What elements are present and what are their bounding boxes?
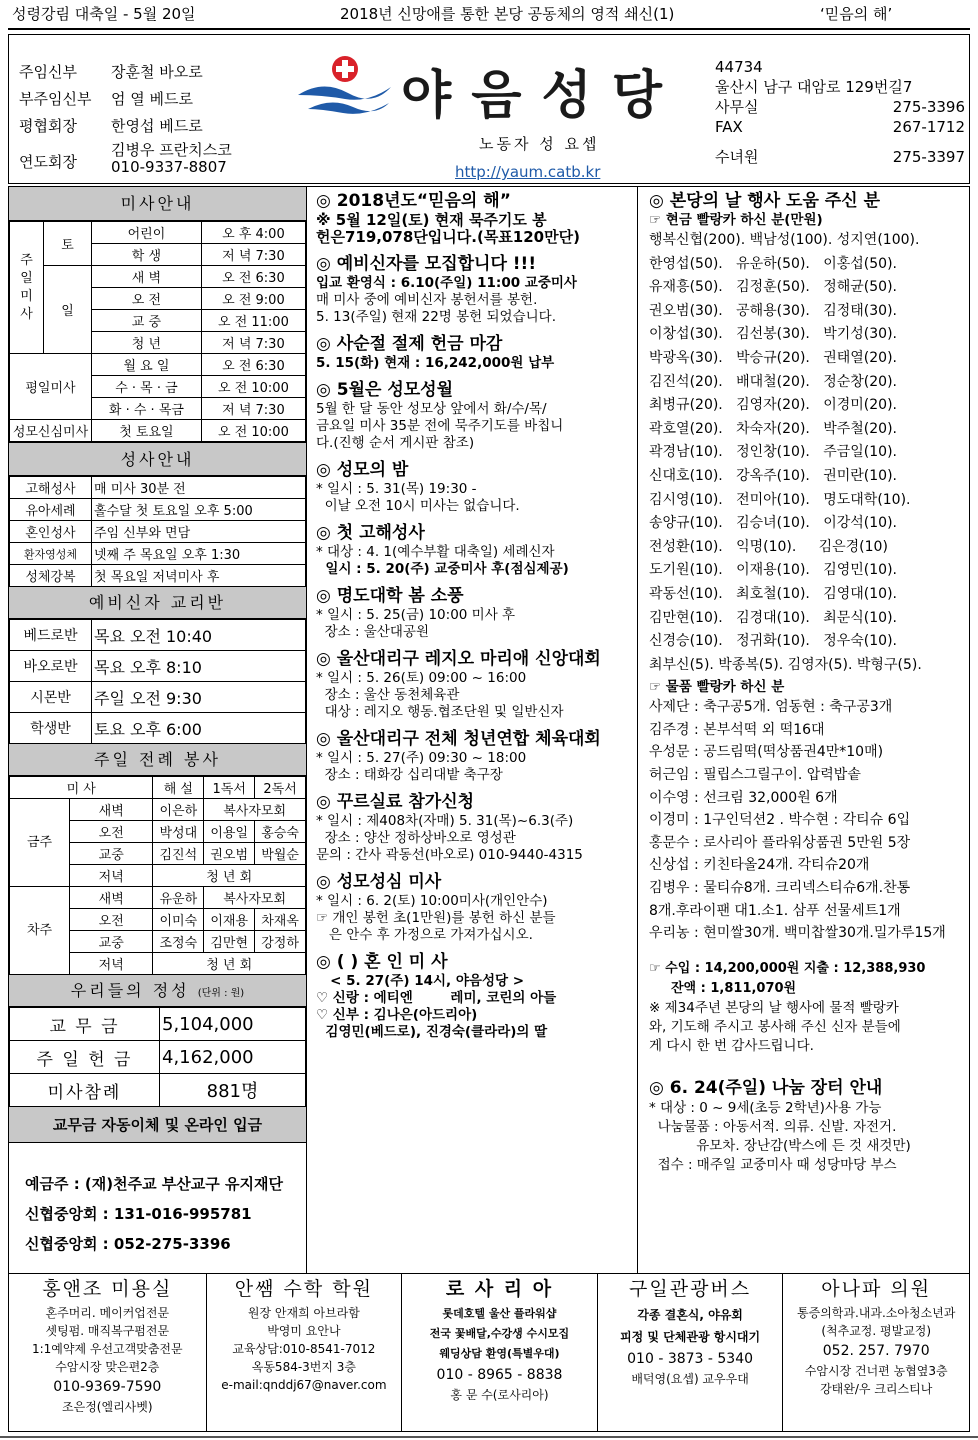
notice-heading: ◎ 사순절 절제 헌금 마감 <box>316 334 503 354</box>
text-line: 이경미 : 1구인덕션2 . 박수현 : 각티슈 6입 <box>649 812 911 829</box>
patron-saint: 노동자 성 요셉 <box>479 135 600 153</box>
text-line: 송양규(10). 김승녀(10). 이강석(10). <box>649 515 897 532</box>
liturgy-cell: 이미숙 <box>153 909 204 931</box>
liturgy-cell: 청 년 회 <box>153 865 306 887</box>
sacrament-time: 홀수달 첫 토요일 오후 5:00 <box>92 499 306 521</box>
ad-title: 홍앤조 미용실 <box>42 1278 173 1300</box>
sacrament-time: 첫 목요일 저녁미사 후 <box>92 565 306 587</box>
text-line: 홍문수 : 로사리아 플라워상품권 5만원 5장 <box>649 834 911 851</box>
notice-heading: ◎ 예비신자를 모집합니다 !!! <box>316 254 537 274</box>
mass-time: 오 전 11:00 <box>201 310 305 332</box>
notice-line: * 일시 : 5. 27(주) 09:30 ~ 18:00 <box>316 750 527 766</box>
notice-line: 은 안수 후 가정으로 가져가십시오. <box>316 927 533 943</box>
text-line: 우성문 : 공드림떡(떡상품권4만*10매) <box>649 744 884 761</box>
ad-line: 1:1예약제 우선고객맞춤전문 <box>31 1342 183 1356</box>
left-column <box>9 187 307 1273</box>
liturgy-cell: 조정숙 <box>153 931 204 953</box>
ad-line: 전국 꽃배달,수강생 수시모집 <box>429 1327 570 1340</box>
liturgy-cell: 청 년 회 <box>153 953 306 975</box>
notice-line: 장소 : 울산 동천체육관 <box>316 687 460 703</box>
notice-line: 매 미사 중에 예비신자 봉헌서를 봉헌. <box>316 292 538 308</box>
main-columns <box>8 186 970 1274</box>
liturgy-cell: 유운하 <box>153 887 204 909</box>
feast-label: 성령강림 대축일 - 5월 20일 <box>12 5 196 23</box>
notice-item <box>316 586 631 641</box>
text-line: 와, 기도해 주시고 봉사해 주신 신자 분들에 <box>649 1018 901 1035</box>
liturgy-cell: 박월순 <box>255 843 306 865</box>
mass-table <box>9 221 306 442</box>
class-time: 목요 오전 10:40 <box>92 620 306 651</box>
sacrament-name: 유아세례 <box>10 499 92 521</box>
liturgy-mass: 저녁 <box>70 865 153 887</box>
liturgy-cell: 김진석 <box>153 843 204 865</box>
ad-line: 원장 안재희 아브라함 <box>247 1306 360 1320</box>
liturgy-col-header: 해 설 <box>153 777 204 799</box>
sacrament-name: 환자영성체 <box>10 543 92 565</box>
mass-name: 학 생 <box>92 244 202 266</box>
ad-line: 각종 결혼식, 야유회 <box>637 1308 743 1322</box>
mass-name: 새 벽 <box>92 266 202 288</box>
right-column <box>639 187 969 1273</box>
goods-donors-heading: ☞ 물품 빨랑카 하신 분 <box>649 679 785 696</box>
ad-box <box>598 1274 784 1431</box>
notice-heading: ◎ 성모성심 미사 <box>316 872 442 892</box>
notice-line: 헌은719,078단입니다.(목표120만단) <box>316 228 580 246</box>
notice-heading: ◎ 울산대리구 전체 청년연합 체육대회 <box>316 729 601 749</box>
leaders-list <box>19 61 232 176</box>
bottom-rule <box>0 1436 978 1438</box>
market-heading: ◎ 6. 24(주일) 나눔 장터 안내 <box>649 1077 883 1098</box>
cash-donors-list <box>649 229 963 677</box>
sacrament-time: 주임 신부와 면담 <box>92 521 306 543</box>
notice-line: * 일시 : 5. 26(토) 09:00 ~ 16:00 <box>316 670 527 686</box>
notice-line: 대상 : 레지오 행동.협조단원 및 일반신자 <box>316 704 564 720</box>
ad-title: 로 사 리 아 <box>445 1278 554 1300</box>
notice-line: 입교 환영식 : 6.10(주일) 11:00 교중미사 <box>316 275 577 291</box>
offering-heading: 우리들의 정성 (단위 : 원) <box>9 975 306 1007</box>
notice-line: 5월 한 달 동안 성모상 앞에서 화/수/목/ <box>316 401 547 417</box>
class-name: 베드로반 <box>10 620 92 651</box>
ad-line: (척추교정. 평발교정) <box>821 1324 932 1338</box>
notice-item <box>316 729 631 784</box>
top-bar <box>0 0 978 24</box>
notice-line: 장소 : 태화강 십리대밭 축구장 <box>316 767 503 783</box>
leader-row: 주임신부 장훈철 바오로 <box>19 63 203 81</box>
liturgy-heading: 주일 전례 봉사 <box>9 744 306 776</box>
notice-line: * 일시 : 제408차(자매) 5. 31(목)~6.3(주) <box>316 813 574 829</box>
notice-item <box>316 872 631 944</box>
notice-line: ☞ 개인 봉헌 초(1만원)를 봉헌 하신 분들 <box>316 910 556 926</box>
text-line: 최병규(20). 김영자(20). 이경미(20). <box>649 397 897 414</box>
notice-line: * 일시 : 5. 25(금) 10:00 미사 후 <box>316 607 516 623</box>
ad-title: 안쌤 수학 학원 <box>234 1278 373 1300</box>
ad-box <box>9 1274 207 1431</box>
notice-line: * 대상 : 4. 1(예수부활 대축일) 세례신자 <box>316 544 555 560</box>
text-line: 한영섭(50). 유운하(50). 이홍섭(50). <box>649 255 897 272</box>
class-time: 목요 오후 8:10 <box>92 651 306 682</box>
ad-line: 박영미 요안나 <box>267 1324 341 1338</box>
notice-heading: ◎ ( ) 혼 인 미 사 <box>316 952 448 972</box>
auto-transfer-heading: 교무금 자동이체 및 온라인 입금 <box>9 1107 306 1143</box>
leader-row: 부주임신부 엄 열 베드로 <box>19 90 193 108</box>
sacrament-time: 매 미사 30분 전 <box>92 477 306 499</box>
parish-name: 야음성당 <box>401 66 682 126</box>
cash-donors-heading: ☞ 현금 빨랑카 하신 분(만원) <box>649 212 823 228</box>
header <box>8 34 970 184</box>
sacrament-name: 성체강복 <box>10 565 92 587</box>
day-cell: 일 <box>44 266 92 354</box>
notice-item <box>316 254 631 326</box>
sacrament-name: 고해성사 <box>10 477 92 499</box>
account-1: 신협중앙회 : 131-016-995781 <box>25 1205 252 1223</box>
liturgy-cell: 이재용 <box>204 909 255 931</box>
notice-item <box>316 460 631 515</box>
notice-item <box>316 380 631 452</box>
zip-code: 44734 <box>715 58 763 76</box>
mass-name: 교 중 <box>92 310 202 332</box>
text-line: 행복신협(200). 백남성(100). 성지연(100). <box>649 232 920 248</box>
notice-line: 문의 : 간사 곽동선(바오로) 010-9440-4315 <box>316 847 583 863</box>
mass-name: 월 요 일 <box>92 354 202 376</box>
liturgy-col-header: 미 사 <box>10 777 153 799</box>
text-line: * 대상 : 0 ~ 9세(초등 2학년)사용 가능 <box>649 1099 882 1116</box>
text-line: 8개.후라이팬 대1.소1. 삼푸 선물세트1개 <box>649 902 901 919</box>
convent-row: 수녀원 275-3397 <box>715 148 965 166</box>
notice-line: ♡ 신부 : 김나은(아드리아) <box>316 1007 478 1023</box>
liturgy-cell: 복사자모회 <box>204 799 306 821</box>
text-line: 나눔물품 : 아동서적. 의류. 신발. 자전거. <box>649 1118 897 1135</box>
top-rule <box>8 28 970 30</box>
offering-label: 미사참례 <box>10 1074 160 1107</box>
account-holder: 예금주 : (재)천주교 부산교구 유지재단 <box>25 1175 283 1193</box>
year-label: ‘믿음의 해’ <box>820 5 893 23</box>
ad-line: 웨딩상담 환영(특별우대) <box>439 1347 560 1360</box>
bank-accounts <box>9 1143 306 1259</box>
text-line: 접수 : 매주일 교중미사 때 성당마당 부스 <box>649 1156 897 1173</box>
notice-item <box>316 334 631 372</box>
notice-heading: ◎ 꾸르실료 참가신청 <box>316 792 475 812</box>
offering-label: 교 무 금 <box>10 1008 160 1041</box>
catechumen-table <box>9 619 306 744</box>
notice-item <box>316 649 631 721</box>
notice-item <box>316 191 631 246</box>
ad-line: 피정 및 단체관광 항시대기 <box>620 1330 761 1344</box>
this-week-label: 금주 <box>10 799 70 887</box>
mass-name: 오 전 <box>92 288 202 310</box>
text-line: 김만현(10). 김경대(10). 최문식(10). <box>649 609 897 626</box>
mass-time: 오 전 9:00 <box>201 288 305 310</box>
text-line: 최부신(5). 박종복(5). 김영자(5). 박형구(5). <box>649 656 922 673</box>
parish-logo-icon <box>293 53 393 123</box>
text-line: 곽동선(10). 최호철(10). 김영대(10). <box>649 585 897 602</box>
ad-line: 교육상담:010-8541-7012 <box>232 1342 376 1356</box>
text-line: 김주경 : 본부석떡 외 떡16대 <box>649 721 825 738</box>
liturgy-cell: 권오범 <box>204 843 255 865</box>
text-line: 이창섭(30). 김선봉(30). 박기성(30). <box>649 326 897 343</box>
liturgy-cell: 이은하 <box>153 799 204 821</box>
sacrament-table <box>9 476 306 587</box>
mass-heading: 미사안내 <box>9 187 306 221</box>
notice-heading: ◎ 5월은 성모성월 <box>316 380 454 400</box>
address: 울산시 남구 대암로 129번길7 <box>715 78 913 96</box>
class-name: 시몬반 <box>10 682 92 713</box>
middle-column <box>308 187 638 1273</box>
ad-title: 구일관광버스 <box>629 1278 752 1300</box>
office-row: 사무실 275-3396 <box>715 98 965 116</box>
text-line: 유모차. 장난감(박스에 든 것 새것만) <box>649 1137 911 1154</box>
liturgy-cell: 이용일 <box>204 821 255 843</box>
liturgy-cell: 복사자모회 <box>204 887 306 909</box>
sunday-mass-label: 주 일 미 사 <box>10 222 44 354</box>
ad-title: 아나파 의원 <box>821 1278 932 1300</box>
sacrament-heading: 성사안내 <box>9 442 306 476</box>
fax-row: FAX 267-1712 <box>715 118 965 136</box>
leader-row: 평협회장 한영섭 베드로 <box>19 117 203 135</box>
sacrament-time: 넷째 주 목요일 오후 1:30 <box>92 543 306 565</box>
liturgy-mass: 새벽 <box>70 799 153 821</box>
class-name: 학생반 <box>10 713 92 744</box>
text-line: 권오범(30). 공해용(30). 김정태(30). <box>649 302 897 319</box>
mass-time: 오 전 6:30 <box>201 354 305 376</box>
notice-line: 장소 : 양산 정하상바오로 영성관 <box>316 830 516 846</box>
notice-line: 금요일 미사 35분 전에 묵주기도를 바칩니 <box>316 418 564 434</box>
ad-line: 롯데호텔 울산 플라워샵 <box>442 1307 557 1320</box>
liturgy-cell: 강정하 <box>255 931 306 953</box>
text-line: 사제단 : 축구공5개. 엄동현 : 축구공3개 <box>649 699 893 716</box>
notice-heading: ◎ 명도대학 봄 소풍 <box>316 586 464 606</box>
liturgy-mass: 오전 <box>70 821 153 843</box>
notice-item <box>316 523 631 578</box>
sacrament-name: 혼인성사 <box>10 521 92 543</box>
text-line: 김진석(20). 배대철(20). 정순창(20). <box>649 373 897 390</box>
ad-line: 010 - 8965 - 8838 <box>436 1367 563 1383</box>
ad-line: 통증의학과.내과.소아청소년과 <box>797 1306 956 1320</box>
mass-time: 오 전 10:00 <box>201 376 305 398</box>
text-line: ※ 제34주년 본당의 날 행사에 물적 빨랑카 <box>649 999 899 1016</box>
catechumen-heading: 예비신자 교리반 <box>9 587 306 619</box>
ad-line: 010 - 3873 - 5340 <box>627 1351 754 1367</box>
ad-line: 수암시장 맞은편2층 <box>55 1360 160 1374</box>
next-week-label: 차주 <box>10 887 70 975</box>
ad-line: 홍 문 수(로사리아) <box>450 1388 549 1402</box>
theme-label: 2018년 신망애를 통한 본당 공동체의 영적 쇄신(1) <box>340 5 675 23</box>
liturgy-mass: 저녁 <box>70 953 153 975</box>
notice-line: 5. 13(주일) 현재 22명 봉헌 되었습니다. <box>316 309 557 325</box>
text-line: 김시영(10). 전미아(10). 명도대학(10). <box>649 491 911 508</box>
mass-time: 저 녁 7:30 <box>201 398 305 420</box>
text-line: 이수영 : 선크림 32,000원 6개 <box>649 789 838 806</box>
liturgy-mass: 교중 <box>70 843 153 865</box>
liturgy-cell: 박성대 <box>153 821 204 843</box>
thanks-note <box>649 999 963 1056</box>
goods-donors-list <box>649 696 963 945</box>
liturgy-cell: 차재옥 <box>255 909 306 931</box>
liturgy-col-header: 2독서 <box>255 777 306 799</box>
class-name: 바오로반 <box>10 651 92 682</box>
ad-line: 옥동584-3번지 3층 <box>251 1360 357 1374</box>
ad-box <box>402 1274 598 1431</box>
class-time: 토요 오후 6:00 <box>92 713 306 744</box>
offering-label: 주 일 헌 금 <box>10 1041 160 1074</box>
text-line: 도기원(10). 이재용(10). 김영민(10). <box>649 562 897 579</box>
ad-line: 배덕영(요셉) 교우우대 <box>631 1372 749 1386</box>
account-2: 신협중앙회 : 052-275-3396 <box>25 1235 231 1253</box>
ad-line: 셋팅펌. 매직복구펌전문 <box>45 1324 170 1338</box>
notice-heading: ◎ 2018년도“믿음의 해” <box>316 191 511 211</box>
leader-row: 연도회장 김병우 프란치스코 010-9337-8807 <box>19 141 232 176</box>
offering-table <box>9 1007 306 1107</box>
notice-line: 다.(진행 순서 게시판 참조) <box>316 435 475 451</box>
text-line: 곽경남(10). 정인창(10). 주금일(10). <box>649 444 897 461</box>
mass-time: 오 후 4:00 <box>201 222 305 244</box>
liturgy-cell: 김만현 <box>204 931 255 953</box>
notice-line: * 일시 : 6. 2(토) 10:00미사(개인안수) <box>316 893 548 909</box>
mass-time: 오 전 6:30 <box>201 266 305 288</box>
ad-line: 강태완/우 크리스티나 <box>820 1382 933 1396</box>
mass-time: 저 녁 7:30 <box>201 244 305 266</box>
notice-heading: ◎ 성모의 밤 <box>316 460 409 480</box>
text-line: 곽호열(20). 차숙자(20). 박주철(20). <box>649 420 897 437</box>
text-line: 게 다시 한 번 감사드립니다. <box>649 1037 814 1054</box>
ad-box <box>207 1274 403 1431</box>
notice-line: 장소 : 울산대공원 <box>316 624 430 640</box>
ad-line: e-mail:qnddj67@naver.com <box>221 1378 387 1392</box>
ads-footer <box>8 1274 970 1432</box>
notice-item <box>316 792 631 864</box>
notice-item <box>316 952 631 1041</box>
notice-heading: ◎ 첫 고해성사 <box>316 523 425 543</box>
notice-line: ♡ 신랑 : 에티엔 레미, 코린의 아들 <box>316 990 557 1006</box>
mass-name: 수 · 목 · 금 <box>92 376 202 398</box>
liturgy-table <box>9 776 306 975</box>
liturgy-mass: 교중 <box>70 931 153 953</box>
day-cell: 토 <box>44 222 92 266</box>
notice-line: 일시 : 5. 20(주) 교중미사 후(점심제공) <box>316 561 569 577</box>
notice-line: < 5. 27(주) 14시, 야음성당 > <box>316 973 525 989</box>
income-expense: ☞ 수입 : 14,200,000원 지출 : 12,388,930 <box>649 960 926 976</box>
liturgy-col-header: 1독서 <box>204 777 255 799</box>
festival-thanks-heading: ◎ 본당의 날 행사 도움 주신 분 <box>649 191 880 211</box>
parish-url-link[interactable]: http://yaum.catb.kr <box>455 163 601 181</box>
ad-line: 조은정(엘리사벳) <box>62 1400 153 1414</box>
contact-block <box>715 57 965 167</box>
ad-line: 052. 257. 7970 <box>822 1343 930 1359</box>
text-line: 신대호(10). 강옥주(10). 권미란(10). <box>649 467 897 484</box>
text-line: 김병우 : 물티슈8개. 크리넥스티슈6개.찬통 <box>649 880 911 897</box>
text-line: 신경승(10). 정귀화(10). 정우숙(10). <box>649 633 897 650</box>
offering-value: 881명 <box>160 1074 306 1107</box>
mass-time: 오 전 10:00 <box>201 420 305 442</box>
ad-line: 혼주머리. 메이커업전문 <box>45 1306 170 1320</box>
notice-line: 5. 15(화) 현재 : 16,242,000원 납부 <box>316 355 555 371</box>
mass-name: 첫 토요일 <box>92 420 202 442</box>
mass-name: 어린이 <box>92 222 202 244</box>
text-line: 박광옥(30). 박승규(20). 권태열(20). <box>649 349 897 366</box>
liturgy-cell: 홍승숙 <box>255 821 306 843</box>
notice-line: ※ 5월 12일(토) 현재 묵주기도 봉 <box>316 211 547 229</box>
mass-name: 화 · 수 · 목금 <box>92 398 202 420</box>
text-line: 신상섭 : 키친타올24개. 각티슈20개 <box>649 857 870 874</box>
notice-line: 이날 오전 10시 미사는 없습니다. <box>316 498 520 514</box>
text-line: 우리농 : 현미쌀30개. 백미찹쌀30개.밀가루15개 <box>649 925 946 942</box>
notice-line: 김영민(베드로), 진경숙(클라라)의 딸 <box>316 1024 548 1040</box>
offering-value: 4,162,000 <box>160 1041 306 1074</box>
text-line: 전성환(10). 익명(10). 김은경(10) <box>649 538 888 555</box>
ad-line: 수암시장 건너편 농협옆3층 <box>804 1364 948 1378</box>
notice-heading: ◎ 울산대리구 레지오 마리애 신앙대회 <box>316 649 601 669</box>
notice-line: * 일시 : 5. 31(목) 19:30 - <box>316 481 477 497</box>
market-details <box>649 1099 963 1175</box>
devotion-mass-label: 성모신심미사 <box>10 420 92 442</box>
text-line: 유재흥(50). 김정훈(50). 정해균(50). <box>649 279 897 296</box>
class-time: 주일 오전 9:30 <box>92 682 306 713</box>
weekday-mass-label: 평일미사 <box>10 354 92 420</box>
mass-name: 청 년 <box>92 332 202 354</box>
text-line: 허근임 : 필립스그릴구이. 압력밥솥 <box>649 767 861 784</box>
liturgy-mass: 새벽 <box>70 887 153 909</box>
liturgy-mass: 오전 <box>70 909 153 931</box>
offering-value: 5,104,000 <box>160 1008 306 1041</box>
balance: 잔액 : 1,811,070원 <box>671 980 797 996</box>
ad-box <box>783 1274 969 1431</box>
ad-line: 010-9369-7590 <box>53 1379 162 1395</box>
mass-time: 저 녁 7:30 <box>201 332 305 354</box>
